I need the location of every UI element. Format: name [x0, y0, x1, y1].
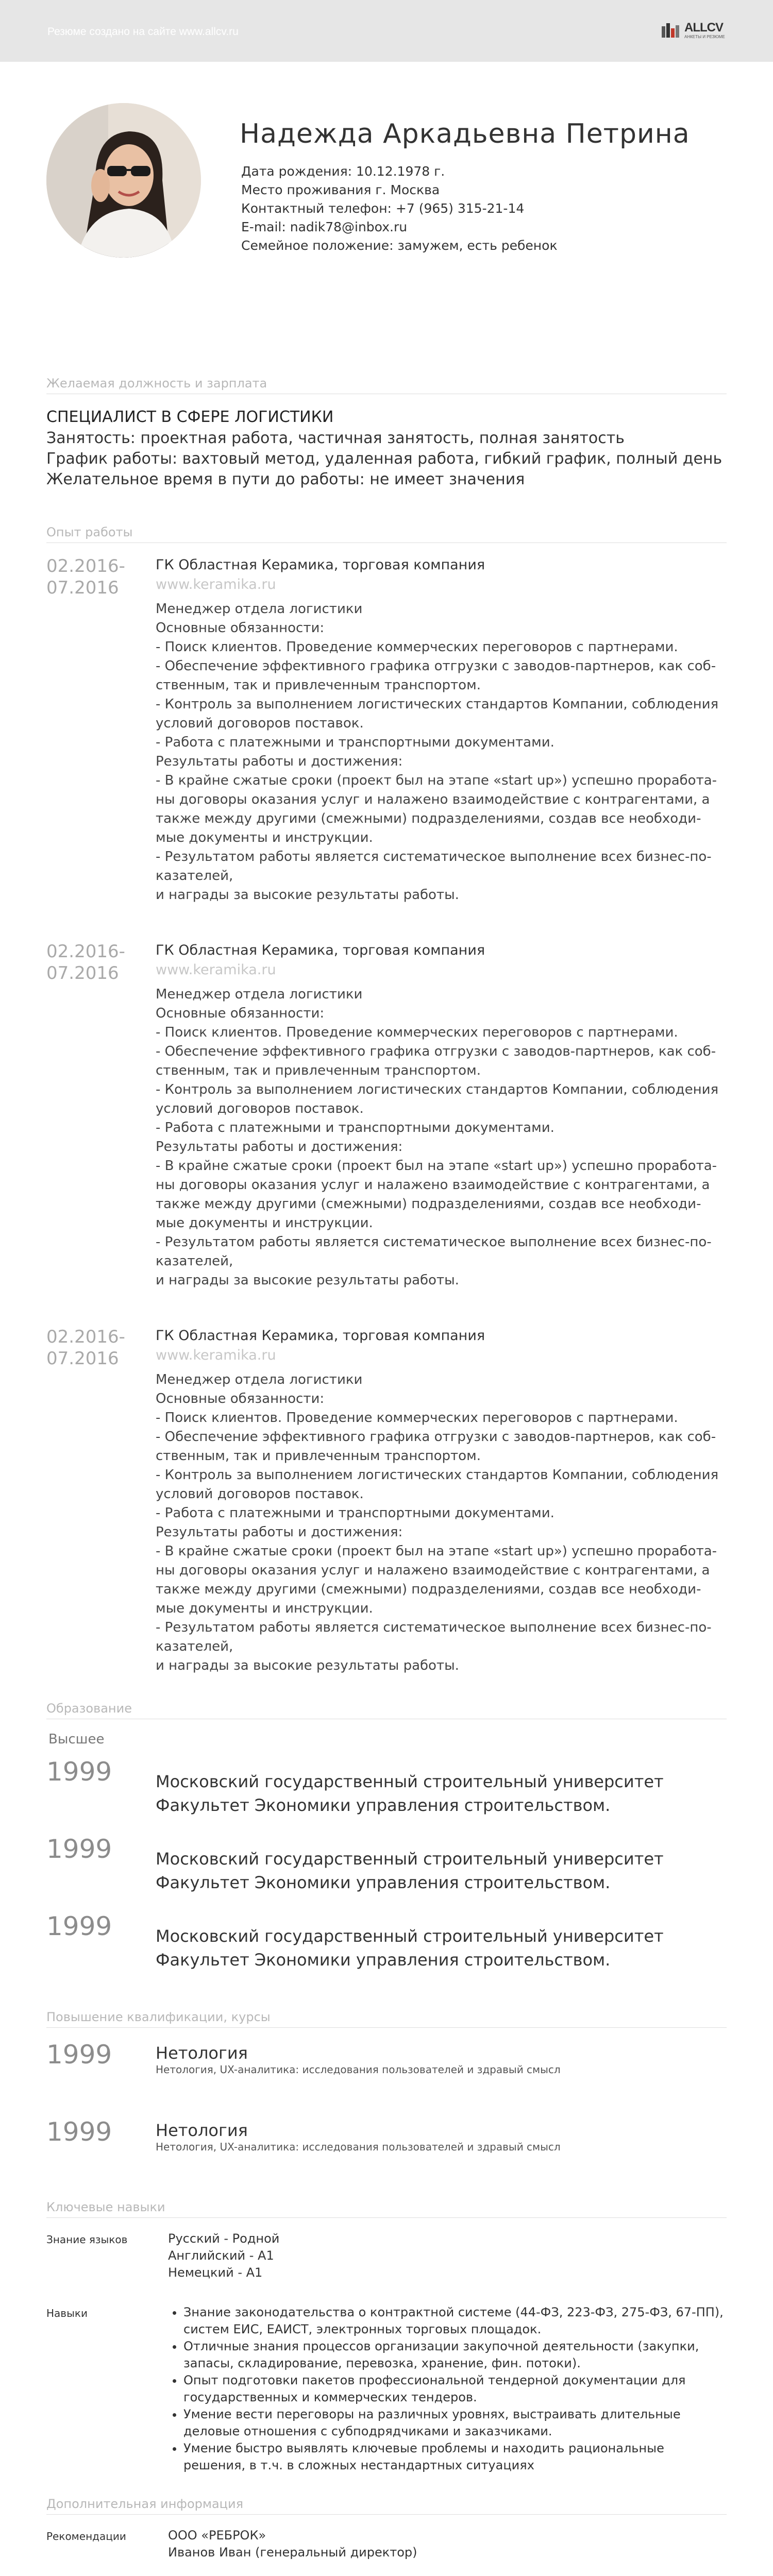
top-bar — [0, 0, 773, 62]
full-name: Надежда Аркадьевна Петрина — [240, 118, 690, 149]
additional-section — [46, 2497, 727, 2576]
skills-label: Навыки — [46, 2307, 88, 2319]
job-dates: 02.2016- 07.2016 — [46, 1327, 125, 1369]
skills-row — [46, 2304, 727, 2474]
family-status: Семейное положение: замужем, есть ребенок — [241, 238, 558, 253]
course-item — [46, 2117, 727, 2195]
course-item — [46, 2040, 727, 2117]
skill-item: • Отличные знания процессов организации закупочной деятельности (закупки, запасы, складирование, перевозка, хранение, фин. потоки). — [183, 2338, 727, 2372]
job-body — [156, 941, 727, 1290]
skill-item: • Умение быстро выявлять ключевые проблемы и находить рациональные решения, в т.ч. в сложных нестандартных ситуациях — [183, 2440, 727, 2474]
institution-name: Московский государственный строительный университет — [156, 1849, 664, 1869]
person-photo-icon — [46, 103, 201, 258]
recommendation-item: ООО «РЕБРОК» — [168, 2528, 266, 2543]
education-section — [46, 1701, 727, 1989]
language-item: Немецкий - A1 — [168, 2265, 263, 2280]
site-credit[interactable]: Резюме создано на сайте www.allcv.ru — [47, 26, 239, 38]
job-body — [156, 555, 727, 905]
education-year: 1999 — [46, 1834, 112, 1864]
profile-photo — [46, 103, 201, 258]
recommendation-item: Иванов Иван (генеральный директор) — [168, 2545, 417, 2560]
job-item — [46, 555, 727, 905]
job-dates: 02.2016- 07.2016 — [46, 556, 125, 598]
education-item — [46, 1912, 727, 1989]
job-description: Менеджер отдела логистики Основные обязанности: - Поиск клиентов. Проведение коммерческих переговоров с партнерами. - Обеспечение эффективного графика отгрузки с заводов-партнеров, как соб- ственным, так и привлеченным транспортом. - Контроль за выполнением логистических стандартов Компании, соблюдения условий договоров поставок. - Работа с платежными и транспортными документами. Результаты работы и достижения: - В крайне сжатые сроки (проект был на этапе «start up») успешно проработа- ны договоры оказания услуг и налажено взаимодействие с контрагентами, а также между другими (смежными) подразделениями, создав все необходи- мые документы и инструкции. - Результатом работы является систематическое выполнение всех бизнес-по- казателей, и награды за высокие результаты работы. — [156, 601, 719, 903]
course-text — [156, 2040, 561, 2076]
section-title: Дополнительная информация — [46, 2497, 727, 2515]
employment: Занятость: проектная работа, частичная занятость, полная занятость — [46, 429, 625, 447]
education-institution — [156, 1835, 664, 1894]
section-title: Ключевые навыки — [46, 2200, 727, 2218]
courses-section — [46, 2010, 727, 2195]
education-institution — [156, 1757, 664, 1817]
education-item — [46, 1757, 727, 1835]
section-title: Желаемая должность и зарплата — [46, 376, 727, 394]
languages-list — [168, 2230, 727, 2281]
allcv-logo-icon — [661, 21, 680, 40]
job-body — [156, 1326, 727, 1675]
education-year: 1999 — [46, 1911, 112, 1941]
job-company: ГК Областная Керамика, торговая компания — [156, 942, 485, 958]
faculty-name: Факультет Экономики управления строительством. — [156, 1873, 611, 1892]
job-item — [46, 941, 727, 1290]
languages-row — [46, 2230, 727, 2281]
education-list — [46, 1757, 727, 1989]
course-year: 1999 — [46, 2040, 112, 2070]
recommendations-label: Рекомендации — [46, 2530, 126, 2543]
course-text — [156, 2117, 561, 2154]
skill-item: • Опыт подготовки пакетов профессиональной тендерной документации для государственных и коммерческих тендеров. — [183, 2372, 727, 2406]
education-level: Высшее — [48, 1732, 105, 1747]
education-institution — [156, 1912, 664, 1972]
personal-info — [241, 162, 558, 255]
logo-tagline: АНКЕТЫ И РЕЗЮМЕ — [684, 35, 725, 39]
job-list — [46, 555, 727, 1675]
course-subtitle: Нетология, UX-аналитика: исследования пользователей и здравый смысл — [156, 2141, 561, 2153]
profile-header — [46, 62, 727, 304]
recommendations-list — [168, 2527, 727, 2561]
job-company: ГК Областная Керамика, торговая компания — [156, 1328, 485, 1344]
skill-item: • Знание законодательства о контрактной системе (44-ФЗ, 223-ФЗ, 275-ФЗ, 67-ПП), систем ЕИС, ЕАИСТ, электронных торговых площадок. — [183, 2304, 727, 2338]
job-site-link[interactable]: www.keramika.ru — [156, 1347, 276, 1363]
skills-list — [168, 2304, 727, 2474]
course-title: Нетология — [156, 2121, 248, 2140]
skills-section — [46, 2200, 727, 2474]
job-description: Менеджер отдела логистики Основные обязанности: - Поиск клиентов. Проведение коммерческих переговоров с партнерами. - Обеспечение эффективного графика отгрузки с заводов-партнеров, как соб- ственным, так и привлеченным транспортом. - Контроль за выполнением логистических стандартов Компании, соблюдения условий договоров поставок. - Работа с платежными и транспортными документами. Результаты работы и достижения: - В крайне сжатые сроки (проект был на этапе «start up») успешно проработа- ны договоры оказания услуг и налажено взаимодействие с контрагентами, а также между другими (смежными) подразделениями, создав все необходи- мые документы и инструкции. - Результатом работы является систематическое выполнение всех бизнес-по- казателей, и награды за высокие результаты работы. — [156, 987, 719, 1288]
section-title: Образование — [46, 1701, 727, 1719]
position-title: СПЕЦИАЛИСТ В СФЕРЕ ЛОГИСТИКИ — [46, 408, 334, 426]
experience-section — [46, 525, 727, 1675]
course-year: 1999 — [46, 2117, 112, 2147]
birth-date: Дата рождения: 10.12.1978 г. — [241, 164, 445, 179]
job-company: ГК Областная Керамика, торговая компания — [156, 557, 485, 573]
commute: Желательное время в пути до работы: не имеет значения — [46, 470, 525, 488]
skill-item: • Умение вести переговоры на различных уровнях, выстраивать длительные деловые отношения с субподрядчиками и заказчиками. — [183, 2406, 727, 2440]
logo-brand: ALLCV — [684, 21, 723, 35]
job-description: Менеджер отдела логистики Основные обязанности: - Поиск клиентов. Проведение коммерческих переговоров с партнерами. - Обеспечение эффективного графика отгрузки с заводов-партнеров, как соб- ственным, так и привлеченным транспортом. - Контроль за выполнением логистических стандартов Компании, соблюдения условий договоров поставок. - Работа с платежными и транспортными документами. Результаты работы и достижения: - В крайне сжатые сроки (проект был на этапе «start up») успешно проработа- ны договоры оказания услуг и налажено взаимодействие с контрагентами, а также между другими (смежными) подразделениями, создав все необходи- мые документы и инструкции. - Результатом работы является систематическое выполнение всех бизнес-по- казателей, и награды за высокие результаты работы. — [156, 1372, 719, 1673]
section-title: Повышение квалификации, курсы — [46, 2010, 727, 2028]
course-title: Нетология — [156, 2043, 248, 2063]
faculty-name: Факультет Экономики управления строительством. — [156, 1795, 611, 1815]
language-item: Английский - A1 — [168, 2248, 274, 2263]
allcv-logo[interactable] — [661, 20, 728, 41]
job-site-link[interactable]: www.keramika.ru — [156, 962, 276, 978]
phone[interactable]: Контактный телефон: +7 (965) 315-21-14 — [241, 201, 525, 216]
course-list — [46, 2040, 727, 2195]
languages-label: Знание языков — [46, 2233, 128, 2246]
institution-name: Московский государственный строительный университет — [156, 1772, 664, 1791]
desired-position-section — [46, 376, 727, 490]
language-item: Русский - Родной — [168, 2231, 280, 2246]
recommendations-row — [46, 2527, 727, 2561]
institution-name: Московский государственный строительный университет — [156, 1926, 664, 1946]
resume-content — [46, 62, 727, 2576]
course-subtitle: Нетология, UX-аналитика: исследования пользователей и здравый смысл — [156, 2063, 561, 2076]
schedule: График работы: вахтовый метод, удаленная работа, гибкий график, полный день — [46, 450, 722, 468]
education-item — [46, 1835, 727, 1912]
job-site-link[interactable]: www.keramika.ru — [156, 577, 276, 592]
job-dates: 02.2016- 07.2016 — [46, 941, 125, 984]
education-year: 1999 — [46, 1757, 112, 1787]
section-title: Опыт работы — [46, 525, 727, 543]
faculty-name: Факультет Экономики управления строительством. — [156, 1950, 611, 1970]
email[interactable]: E-mail: nadik78@inbox.ru — [241, 219, 408, 234]
job-item — [46, 1326, 727, 1675]
residence: Место проживания г. Москва — [241, 182, 440, 197]
